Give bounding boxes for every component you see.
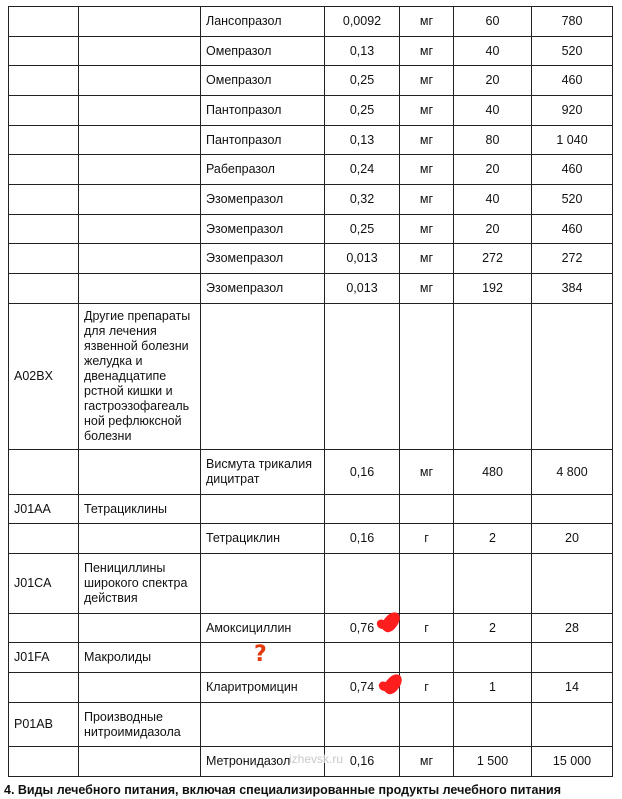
daily-count: 2 xyxy=(454,524,532,554)
dose-unit: г xyxy=(400,614,454,643)
course-count: 460 xyxy=(532,155,613,185)
dose-unit: мг xyxy=(400,244,454,274)
course-count: 15 000 xyxy=(532,747,613,777)
dose-unit: мг xyxy=(400,96,454,126)
atc-code xyxy=(9,614,79,643)
table-row xyxy=(9,554,613,614)
dose-value xyxy=(325,304,400,450)
dose-unit: г xyxy=(400,524,454,554)
course-count: 384 xyxy=(532,274,613,304)
course-count: 920 xyxy=(532,96,613,126)
group-name xyxy=(79,747,201,777)
drug-name: Амоксициллин xyxy=(201,614,325,643)
dose-unit xyxy=(400,304,454,450)
dose-unit xyxy=(400,554,454,614)
atc-code: P01AB xyxy=(9,703,79,747)
course-count: 4 800 xyxy=(532,450,613,495)
dose-value: 0,25 xyxy=(325,215,400,244)
table-row xyxy=(9,66,613,96)
dose-unit: мг xyxy=(400,274,454,304)
dose-value: 0,74 xyxy=(325,673,400,703)
daily-count: 192 xyxy=(454,274,532,304)
daily-count xyxy=(454,703,532,747)
dose-value: 0,25 xyxy=(325,66,400,96)
table-row xyxy=(9,274,613,304)
atc-code xyxy=(9,66,79,96)
dose-value: 0,13 xyxy=(325,37,400,66)
dose-unit: мг xyxy=(400,747,454,777)
course-count: 520 xyxy=(532,185,613,215)
drug-name: Омепразол xyxy=(201,66,325,96)
dose-unit: мг xyxy=(400,450,454,495)
drug-dosage-table xyxy=(8,6,613,777)
group-name xyxy=(79,66,201,96)
daily-count xyxy=(454,495,532,524)
daily-count: 2 xyxy=(454,614,532,643)
group-name xyxy=(79,524,201,554)
daily-count: 60 xyxy=(454,7,532,37)
atc-code: J01FA xyxy=(9,643,79,673)
dose-unit: г xyxy=(400,673,454,703)
daily-count xyxy=(454,554,532,614)
group-name xyxy=(79,96,201,126)
table-row xyxy=(9,450,613,495)
course-count: 272 xyxy=(532,244,613,274)
drug-name: Рабепразол xyxy=(201,155,325,185)
course-count xyxy=(532,495,613,524)
course-count xyxy=(532,643,613,673)
drug-name xyxy=(201,554,325,614)
drug-name: Эзомепразол xyxy=(201,274,325,304)
dose-unit xyxy=(400,703,454,747)
drug-name: Метронидазол xyxy=(201,747,325,777)
drug-name: Пантопразол xyxy=(201,126,325,155)
course-count: 780 xyxy=(532,7,613,37)
drug-name: Эзомепразол xyxy=(201,185,325,215)
group-name xyxy=(79,274,201,304)
group-name xyxy=(79,244,201,274)
drug-name: Омепразол xyxy=(201,37,325,66)
drug-name: Пантопразол xyxy=(201,96,325,126)
table-row xyxy=(9,673,613,703)
table-row xyxy=(9,7,613,37)
course-count xyxy=(532,703,613,747)
course-count: 14 xyxy=(532,673,613,703)
group-name xyxy=(79,185,201,215)
atc-code xyxy=(9,673,79,703)
group-name xyxy=(79,37,201,66)
table-row xyxy=(9,155,613,185)
daily-count: 20 xyxy=(454,66,532,96)
dose-value: 0,32 xyxy=(325,185,400,215)
drug-name: Висмута трикалия дицитрат xyxy=(201,450,325,495)
dose-value xyxy=(325,554,400,614)
dose-unit: мг xyxy=(400,215,454,244)
atc-code xyxy=(9,37,79,66)
dose-value: 0,0092 xyxy=(325,7,400,37)
atc-code xyxy=(9,96,79,126)
group-name: Другие препараты для лечения язвенной болезни желудка и двенадцатипе рстной кишки и гастроэзофагеаль ной рефлюксной болезни xyxy=(79,304,201,450)
atc-code xyxy=(9,7,79,37)
course-count: 1 040 xyxy=(532,126,613,155)
section-heading-cut: 4. Виды лечебного питания, включая специализированные продукты лечебного питания xyxy=(4,783,562,797)
table-row xyxy=(9,643,613,673)
atc-code: A02BX xyxy=(9,304,79,450)
daily-count: 20 xyxy=(454,215,532,244)
daily-count: 40 xyxy=(454,185,532,215)
atc-code xyxy=(9,185,79,215)
group-name: Пенициллины широкого спектра действия xyxy=(79,554,201,614)
dose-value xyxy=(325,703,400,747)
group-name: Производные нитроимидазола xyxy=(79,703,201,747)
atc-code: J01AA xyxy=(9,495,79,524)
dose-value: 0,16 xyxy=(325,524,400,554)
table-row xyxy=(9,524,613,554)
atc-code xyxy=(9,244,79,274)
atc-code: J01CA xyxy=(9,554,79,614)
dose-value: 0,013 xyxy=(325,244,400,274)
atc-code xyxy=(9,450,79,495)
atc-code xyxy=(9,747,79,777)
dose-unit: мг xyxy=(400,66,454,96)
group-name xyxy=(79,614,201,643)
dose-unit xyxy=(400,643,454,673)
dose-value: 0,24 xyxy=(325,155,400,185)
daily-count xyxy=(454,643,532,673)
dose-value: 0,25 xyxy=(325,96,400,126)
group-name xyxy=(79,673,201,703)
atc-code xyxy=(9,215,79,244)
dose-unit: мг xyxy=(400,37,454,66)
drug-name: Лансопразол xyxy=(201,7,325,37)
dose-unit: мг xyxy=(400,155,454,185)
group-name xyxy=(79,215,201,244)
table-row xyxy=(9,244,613,274)
drug-name: Кларитромицин xyxy=(201,673,325,703)
course-count: 28 xyxy=(532,614,613,643)
dose-value: 0,13 xyxy=(325,126,400,155)
table-row xyxy=(9,215,613,244)
dose-unit: мг xyxy=(400,185,454,215)
group-name: Тетрациклины xyxy=(79,495,201,524)
table-row xyxy=(9,495,613,524)
drug-name xyxy=(201,495,325,524)
table-row xyxy=(9,37,613,66)
daily-count: 20 xyxy=(454,155,532,185)
table-row xyxy=(9,126,613,155)
dose-value: 0,013 xyxy=(325,274,400,304)
daily-count: 480 xyxy=(454,450,532,495)
table-row xyxy=(9,703,613,747)
table-row xyxy=(9,304,613,450)
course-count: 20 xyxy=(532,524,613,554)
daily-count: 1 xyxy=(454,673,532,703)
table-row xyxy=(9,614,613,643)
daily-count xyxy=(454,304,532,450)
atc-code xyxy=(9,524,79,554)
drug-name xyxy=(201,304,325,450)
group-name xyxy=(79,7,201,37)
drug-name: Тетрациклин xyxy=(201,524,325,554)
atc-code xyxy=(9,126,79,155)
dose-value xyxy=(325,495,400,524)
drug-name: Эзомепразол xyxy=(201,215,325,244)
dose-value xyxy=(325,643,400,673)
table-row xyxy=(9,185,613,215)
group-name xyxy=(79,126,201,155)
dose-unit: мг xyxy=(400,126,454,155)
group-name xyxy=(79,450,201,495)
question-mark-annotation: ? xyxy=(254,642,267,667)
daily-count: 80 xyxy=(454,126,532,155)
group-name: Макролиды xyxy=(79,643,201,673)
drug-name xyxy=(201,703,325,747)
daily-count: 272 xyxy=(454,244,532,274)
drug-name: Эзомепразол xyxy=(201,244,325,274)
course-count: 520 xyxy=(532,37,613,66)
table-body xyxy=(9,7,613,777)
daily-count: 40 xyxy=(454,96,532,126)
table-row xyxy=(9,96,613,126)
dose-value: 0,16 xyxy=(325,747,400,777)
course-count xyxy=(532,554,613,614)
course-count xyxy=(532,304,613,450)
daily-count: 40 xyxy=(454,37,532,66)
dose-value: 0,76 xyxy=(325,614,400,643)
dose-unit: мг xyxy=(400,7,454,37)
daily-count: 1 500 xyxy=(454,747,532,777)
dose-unit xyxy=(400,495,454,524)
atc-code xyxy=(9,155,79,185)
atc-code xyxy=(9,274,79,304)
course-count: 460 xyxy=(532,215,613,244)
dose-value: 0,16 xyxy=(325,450,400,495)
course-count: 460 xyxy=(532,66,613,96)
watermark: izhevsk.ru xyxy=(289,752,344,766)
group-name xyxy=(79,155,201,185)
